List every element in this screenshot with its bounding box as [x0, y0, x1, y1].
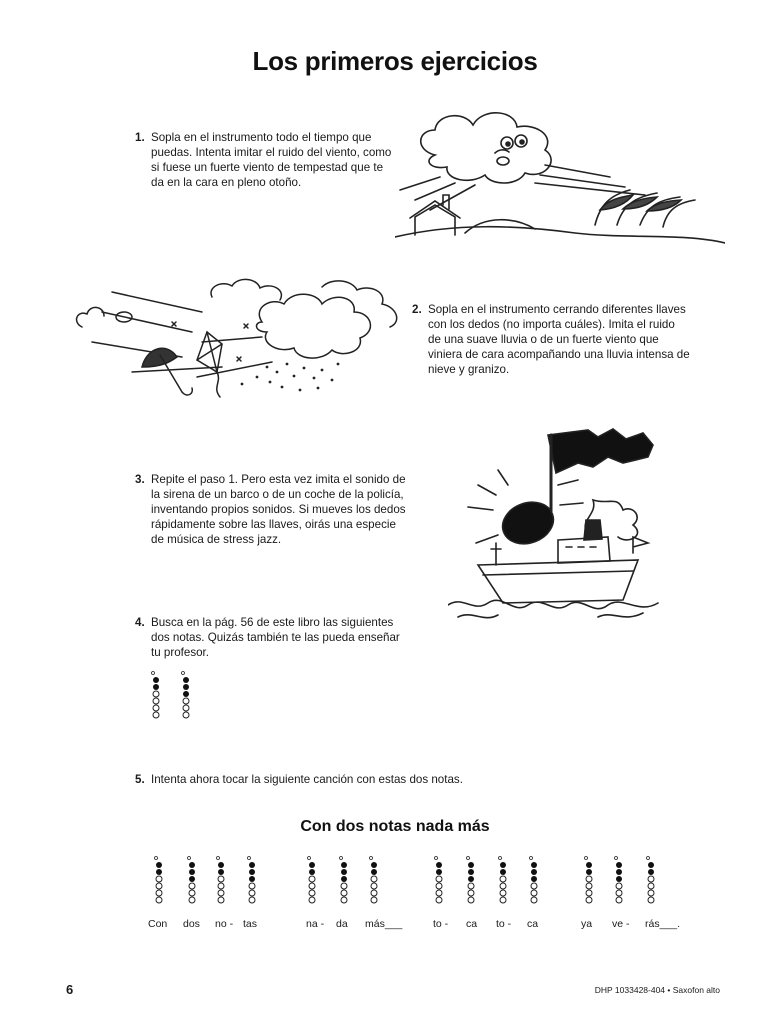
fingering-chart — [306, 855, 318, 907]
exercise-line: Busca en la pág. 56 de este libro las siguientes — [151, 616, 394, 629]
lyric-syllable: rás___. — [645, 918, 681, 930]
exercise-line: da en la cara en pleno otoño. — [151, 176, 302, 189]
lyric-syllable: na - — [306, 918, 325, 930]
exercise-line: Repite el paso 1. Pero esta vez imita el sonido de — [151, 473, 406, 486]
lyric-syllable: tas — [243, 918, 258, 930]
fingering-chart — [613, 855, 625, 907]
fingering-chart — [368, 855, 380, 907]
storm-umbrella-kite-illustration — [72, 272, 407, 412]
fingering-chart — [246, 855, 258, 907]
exercise-text — [151, 615, 400, 660]
exercise-line: nieve y granizo. — [428, 363, 510, 376]
fingering-chart — [433, 855, 445, 907]
exercise-line: la sirena de un barco o de un coche de la policía, — [151, 488, 404, 501]
fingering-chart — [215, 855, 227, 907]
exercise-line: de una suave lluvia o de un fuerte viento que — [428, 333, 659, 346]
song-title: Con dos notas nada más — [300, 818, 490, 835]
fingering-chart-note-2 — [180, 670, 192, 722]
exercise-number: 2. — [412, 303, 422, 316]
fingering-chart — [528, 855, 540, 907]
lyric-syllable: ca — [527, 918, 539, 930]
exercise-line: inventando propios sonidos. Si mueves los dedos — [151, 503, 406, 516]
lyric-syllable: to - — [433, 918, 449, 930]
fingering-chart — [465, 855, 477, 907]
exercise-line: dos notas. Quizás también te las pueda enseñar — [151, 631, 400, 644]
exercise-line: de música de stress jazz. — [151, 533, 282, 546]
exercise-line: viniera de cara acompañando una lluvia intensa de — [428, 348, 690, 361]
exercise-number: 3. — [135, 473, 145, 486]
fingering-chart — [153, 855, 165, 907]
lyric-syllable: no - — [215, 918, 234, 930]
lyric-syllable: ya — [581, 918, 593, 930]
exercise-text — [428, 302, 690, 377]
exercise-text — [151, 772, 463, 787]
exercise-text — [151, 472, 406, 547]
page-title: Los primeros ejercicios — [252, 46, 538, 76]
fingering-chart-note-1 — [150, 670, 162, 722]
exercise-line: Sopla en el instrumento todo el tiempo que — [151, 131, 372, 144]
exercise-line: tu profesor. — [151, 646, 210, 659]
exercise-number: 5. — [135, 773, 145, 786]
exercise-line: puedas. Intenta imitar el ruido del viento, como — [151, 146, 392, 159]
fingering-chart — [186, 855, 198, 907]
fingering-chart — [338, 855, 350, 907]
exercise-line: rápidamente sobre las llaves, oirás una especie — [151, 518, 396, 531]
exercise-text — [151, 130, 391, 190]
lyric-syllable: to - — [496, 918, 512, 930]
fingering-chart — [497, 855, 509, 907]
lyric-syllable: dos — [183, 918, 200, 930]
lyric-syllable: ve - — [612, 918, 630, 930]
lyric-syllable: ca — [466, 918, 478, 930]
fingering-chart — [583, 855, 595, 907]
wind-cloud-landscape-illustration — [395, 105, 725, 250]
music-note-steamboat-illustration — [448, 425, 673, 625]
fingering-chart — [645, 855, 657, 907]
lyric-syllable: da — [336, 918, 348, 930]
lyric-syllable: más___ — [365, 918, 403, 930]
footer-code: DHP 1033428-404 • Saxofon alto — [594, 985, 720, 995]
exercise-line: Intenta ahora tocar la siguiente canción con estas dos notas. — [151, 773, 463, 786]
exercise-line: si fuese un fuerte viento de tempestad que te — [151, 161, 384, 174]
page-number: 6 — [66, 982, 74, 997]
exercise-line: Sopla en el instrumento cerrando diferentes llaves — [428, 303, 686, 316]
exercise-number: 4. — [135, 616, 145, 629]
exercise-line: con los dedos (no importa cuáles). Imita el ruido — [428, 318, 675, 331]
lyric-syllable: Con — [148, 918, 168, 930]
exercise-number: 1. — [135, 131, 145, 144]
